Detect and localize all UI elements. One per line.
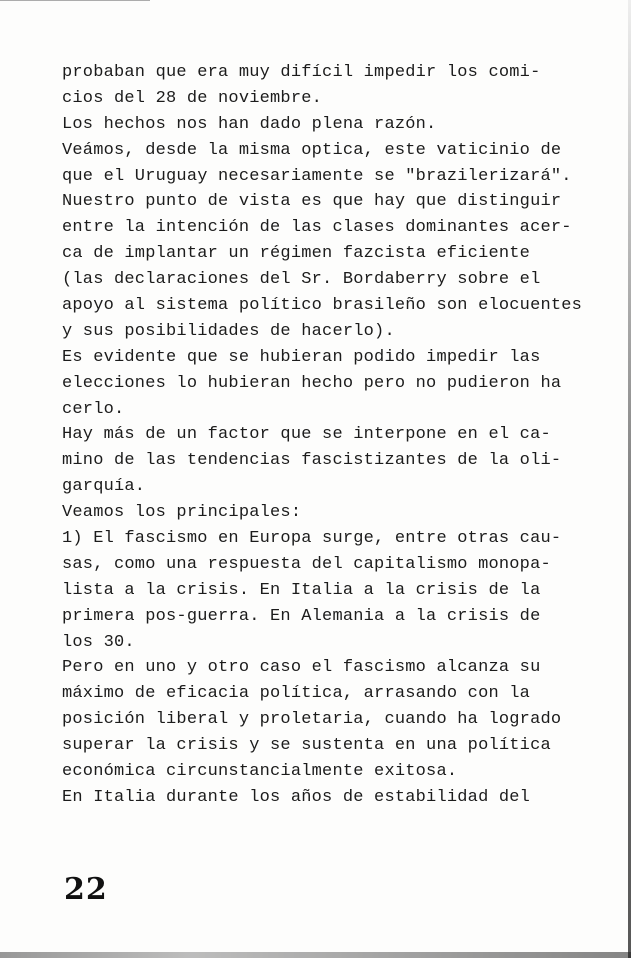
text-line-7: entre la intención de las clases dominantes acer-	[62, 218, 572, 238]
text-line-14: cerlo.	[62, 399, 125, 419]
text-line-17: garquía.	[62, 477, 146, 497]
text-line-24: Pero en uno y otro caso el fascismo alcanza su	[62, 658, 541, 678]
text-line-2: cios del 28 de noviembre.	[62, 88, 323, 108]
text-line-20: sas, como una respuesta del capitalismo monopa-	[62, 554, 551, 574]
text-line-16: mino de las tendencias fascistizantes de la oli-	[62, 451, 562, 471]
text-line-25: máximo de eficacia política, arrasando con la	[62, 684, 531, 704]
text-line-21: lista a la crisis. En Italia a la crisis de la	[62, 580, 541, 600]
text-line-13: elecciones lo hubieran hecho pero no pudieron ha	[62, 373, 562, 393]
text-line-12: Es evidente que se hubieran podido impedir las	[62, 347, 541, 367]
text-line-19: 1) El fascismo en Europa surge, entre otras cau-	[62, 529, 562, 549]
body-text	[62, 60, 627, 811]
bottom-scan-edge	[0, 952, 631, 958]
text-line-3: Los hechos nos han dado plena razón.	[62, 114, 437, 134]
text-line-9: (las declaraciones del Sr. Bordaberry sobre el	[62, 270, 541, 290]
text-line-11: y sus posibilidades de hacerlo).	[62, 321, 395, 341]
text-line-1: probaban que era muy difícil impedir los comi-	[62, 63, 541, 82]
text-line-18: Veamos los principales:	[62, 503, 302, 523]
text-line-15: Hay más de un factor que se interpone en el ca-	[62, 425, 551, 445]
text-line-6: Nuestro punto de vista es que hay que distinguir	[62, 192, 562, 212]
text-line-23: los 30.	[62, 632, 135, 652]
top-scan-edge	[0, 0, 150, 4]
page-number: 22	[64, 872, 108, 907]
text-line-28: económica circunstancialmente exitosa.	[62, 762, 458, 782]
text-line-27: superar la crisis y se sustenta en una política	[62, 736, 551, 756]
text-line-8: ca de implantar un régimen fazcista eficiente	[62, 244, 531, 264]
text-line-5: que el Uruguay necesariamente se "brazilerizará".	[62, 166, 572, 186]
text-line-10: apoyo al sistema político brasileño son elocuentes	[62, 296, 583, 316]
text-line-26: posición liberal y proletaria, cuando ha logrado	[62, 710, 562, 730]
text-line-22: primera pos-guerra. En Alemania a la crisis de	[62, 606, 541, 626]
text-line-4: Veámos, desde la misma optica, este vaticinio de	[62, 140, 562, 160]
text-line-29: En Italia durante los años de estabilidad del	[62, 787, 531, 807]
